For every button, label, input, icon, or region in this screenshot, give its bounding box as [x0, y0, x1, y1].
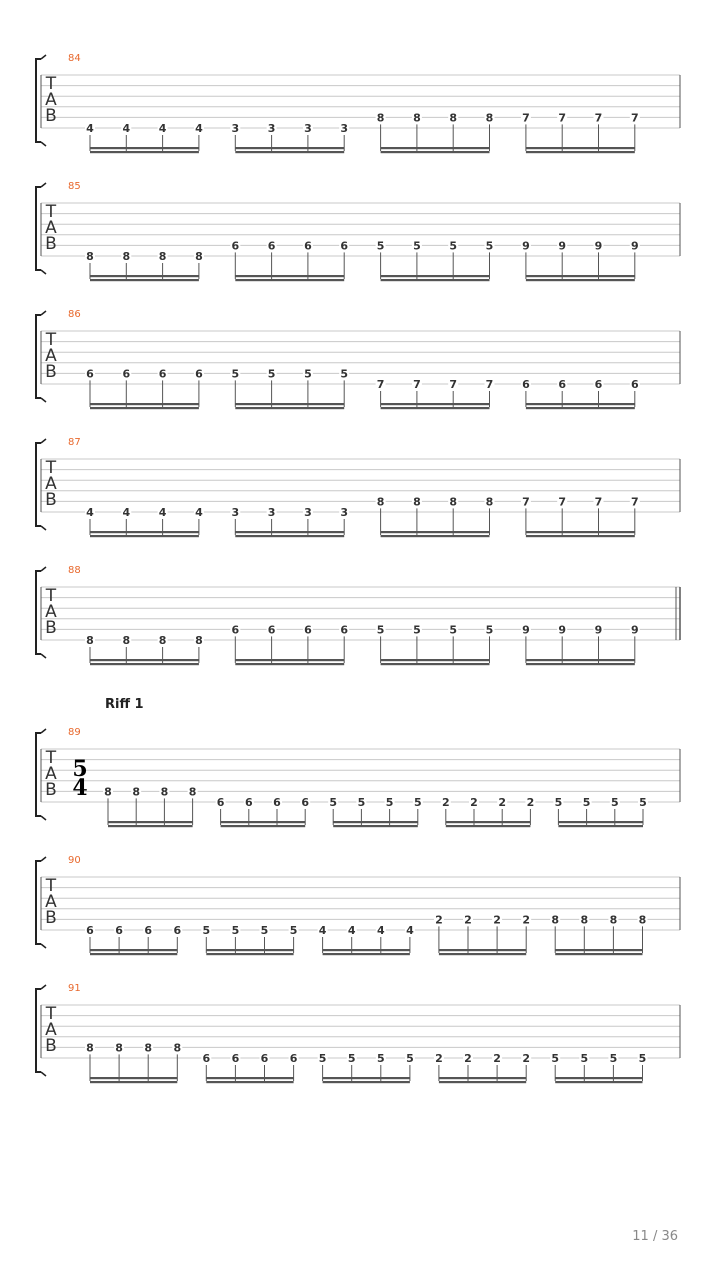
beam [555, 1081, 642, 1083]
beam [381, 531, 490, 533]
fret-number: 8 [485, 111, 494, 125]
fret-number: 7 [558, 495, 567, 509]
fret-number: 5 [231, 924, 240, 937]
beam [558, 825, 643, 827]
fret-number: 6 [594, 378, 603, 391]
fret-number: 6 [304, 623, 312, 637]
beam [90, 1081, 177, 1083]
beam [381, 659, 490, 661]
fret-number: 4 [158, 122, 167, 135]
fret-number: 6 [273, 796, 281, 809]
beam [439, 1077, 526, 1079]
beam [381, 275, 490, 277]
fret-number: 6 [260, 1052, 269, 1065]
fret-number: 9 [594, 623, 603, 637]
beam [446, 825, 531, 827]
bracket-hook [41, 1072, 46, 1076]
fret-number: 8 [449, 111, 458, 125]
fret-number: 5 [385, 796, 394, 809]
system-bracket [36, 733, 41, 816]
fret-number: 5 [413, 239, 421, 253]
fret-number: 2 [493, 1052, 501, 1065]
beam [526, 659, 635, 661]
fret-number: 2 [435, 913, 443, 927]
tab-clef-letter: T [45, 876, 57, 896]
tab-clef-letter: B [45, 362, 57, 382]
system-bracket [36, 861, 41, 944]
measure-number: 89 [68, 727, 81, 738]
fret-number: 9 [522, 239, 530, 253]
beam [90, 403, 199, 405]
fret-number: 2 [522, 1052, 531, 1065]
fret-number: 2 [522, 913, 531, 927]
fret-number: 3 [231, 122, 240, 135]
measure-number: 86 [68, 309, 81, 320]
beam [439, 949, 526, 951]
beam [90, 949, 177, 951]
fret-number: 7 [522, 111, 530, 125]
beam [333, 825, 418, 827]
beam [221, 825, 306, 827]
tab-clef-letter: A [45, 346, 57, 366]
beam [439, 953, 526, 955]
fret-number: 6 [244, 796, 253, 809]
fret-number: 9 [594, 239, 603, 253]
fret-number: 5 [318, 1052, 327, 1065]
fret-number: 5 [554, 796, 563, 809]
beam [235, 275, 344, 277]
fret-number: 5 [376, 239, 385, 253]
tab-clef-letter: A [45, 474, 57, 494]
fret-number: 4 [122, 506, 131, 519]
fret-number: 5 [485, 239, 494, 253]
beam [526, 531, 635, 533]
beam [108, 825, 193, 827]
fret-number: 8 [195, 634, 203, 647]
tab-clef-letter: T [45, 748, 57, 768]
fret-number: 6 [86, 924, 94, 937]
fret-number: 5 [347, 1052, 356, 1065]
beam [333, 821, 418, 823]
fret-number: 5 [582, 796, 591, 809]
measure-number: 84 [68, 53, 81, 64]
fret-number: 9 [522, 623, 530, 637]
fret-number: 5 [376, 623, 385, 637]
beam [108, 821, 193, 823]
tab-clef-letter: B [45, 1036, 57, 1056]
bracket-hook [41, 55, 46, 59]
fret-number: 6 [630, 378, 639, 391]
tab-clef-letter: T [45, 74, 57, 94]
bracket-hook [41, 567, 46, 571]
beam [235, 279, 344, 281]
fret-number: 2 [470, 796, 478, 809]
beam [381, 147, 490, 149]
riff-label: Riff 1 [105, 697, 144, 712]
fret-number: 6 [158, 367, 167, 381]
beam [90, 151, 199, 153]
fret-number: 4 [86, 122, 94, 135]
fret-number: 2 [498, 796, 507, 809]
fret-number: 4 [318, 924, 327, 937]
beam [90, 659, 199, 661]
beam [235, 531, 344, 533]
beam [206, 1077, 293, 1079]
bracket-hook [41, 729, 46, 733]
beam [446, 821, 531, 823]
beam [323, 1077, 410, 1079]
fret-number: 8 [551, 913, 560, 927]
beam [235, 535, 344, 537]
fret-number: 7 [594, 111, 603, 125]
fret-number: 2 [526, 796, 535, 809]
fret-number: 3 [304, 506, 312, 519]
bracket-hook [41, 398, 46, 402]
fret-number: 3 [304, 122, 312, 135]
system-bracket [36, 187, 41, 270]
measure-number: 85 [68, 181, 81, 192]
fret-number: 8 [104, 785, 112, 799]
beam [381, 407, 490, 409]
beam [235, 147, 344, 149]
fret-number: 8 [485, 495, 494, 509]
beam [206, 953, 293, 955]
fret-number: 6 [558, 378, 567, 391]
beam [526, 151, 635, 153]
fret-number: 4 [122, 122, 131, 135]
fret-number: 4 [86, 506, 94, 519]
fret-number: 7 [558, 111, 567, 125]
time-signature-top: 5 [72, 756, 88, 782]
fret-number: 8 [609, 913, 618, 927]
fret-number: 6 [304, 239, 312, 253]
beam [90, 535, 199, 537]
fret-number: 6 [173, 924, 182, 937]
beam [555, 953, 642, 955]
fret-number: 6 [267, 623, 276, 637]
beam [90, 531, 199, 533]
fret-number: 6 [115, 924, 123, 937]
fret-number: 9 [558, 239, 567, 253]
page-number: 11 / 36 [632, 1229, 678, 1244]
fret-number: 7 [485, 378, 494, 391]
fret-number: 6 [144, 924, 153, 937]
measure-number: 90 [68, 855, 81, 866]
fret-number: 8 [86, 1041, 94, 1055]
fret-number: 5 [413, 796, 422, 809]
beam [235, 403, 344, 405]
fret-number: 7 [413, 378, 421, 391]
tab-clef-letter: B [45, 234, 57, 254]
tab-clef-letter: A [45, 892, 57, 912]
tab-clef-letter: B [45, 490, 57, 510]
tab-clef-letter: A [45, 764, 57, 784]
fret-number: 5 [267, 367, 276, 381]
beam [90, 279, 199, 281]
fret-number: 4 [376, 924, 385, 937]
fret-number: 8 [115, 1041, 123, 1055]
fret-number: 5 [340, 367, 349, 381]
fret-number: 8 [195, 250, 203, 263]
fret-number: 8 [86, 634, 94, 647]
fret-number: 6 [202, 1052, 211, 1065]
measure-number: 91 [68, 983, 81, 994]
beam [90, 407, 199, 409]
beam [323, 1081, 410, 1083]
beam [526, 279, 635, 281]
fret-number: 5 [231, 367, 240, 381]
fret-number: 8 [158, 250, 167, 263]
beam [381, 403, 490, 405]
fret-number: 5 [357, 796, 366, 809]
measure-number: 88 [68, 565, 81, 576]
beam [90, 147, 199, 149]
tab-clef-letter: T [45, 202, 57, 222]
fret-number: 6 [231, 239, 240, 253]
bracket-hook [41, 985, 46, 989]
fret-number: 5 [639, 796, 647, 809]
fret-number: 9 [558, 623, 567, 637]
beam [206, 1081, 293, 1083]
bracket-hook [41, 526, 46, 530]
bracket-hook [41, 142, 46, 146]
beam [526, 407, 635, 409]
fret-number: 6 [231, 1052, 240, 1065]
beam [90, 1077, 177, 1079]
beam [526, 275, 635, 277]
fret-number: 2 [493, 913, 501, 927]
fret-number: 4 [195, 506, 203, 519]
bracket-hook [41, 270, 46, 274]
fret-number: 2 [441, 796, 450, 809]
fret-number: 5 [202, 924, 211, 937]
bracket-hook [41, 857, 46, 861]
tab-clef-letter: B [45, 618, 57, 638]
fret-number: 4 [158, 506, 167, 519]
fret-number: 5 [551, 1052, 560, 1065]
bracket-hook [41, 183, 46, 187]
fret-number: 5 [638, 1052, 647, 1065]
fret-number: 3 [267, 506, 276, 519]
fret-number: 6 [289, 1052, 298, 1065]
fret-number: 7 [594, 495, 603, 509]
fret-number: 2 [435, 1052, 443, 1065]
fret-number: 2 [464, 1052, 472, 1065]
system-bracket [36, 443, 41, 526]
fret-number: 3 [231, 506, 240, 519]
fret-number: 6 [86, 367, 94, 381]
tab-clef-letter: T [45, 1004, 57, 1024]
fret-number: 5 [406, 1052, 414, 1065]
fret-number: 8 [122, 634, 131, 647]
fret-number: 4 [195, 122, 203, 135]
measure-number: 87 [68, 437, 81, 448]
beam [90, 275, 199, 277]
fret-number: 7 [376, 378, 385, 391]
system-bracket [36, 571, 41, 654]
fret-number: 5 [260, 924, 269, 937]
tab-clef-letter: A [45, 218, 57, 238]
beam [206, 949, 293, 951]
fret-number: 9 [630, 623, 639, 637]
fret-number: 5 [304, 367, 312, 381]
beam [381, 535, 490, 537]
beam [381, 279, 490, 281]
fret-number: 6 [216, 796, 225, 809]
fret-number: 7 [630, 495, 639, 509]
fret-number: 8 [160, 785, 169, 799]
tab-clef-letter: A [45, 1020, 57, 1040]
fret-number: 4 [406, 924, 414, 937]
beam [558, 821, 643, 823]
beam [526, 403, 635, 405]
tab-clef-letter: B [45, 780, 57, 800]
fret-number: 6 [340, 623, 349, 637]
tab-clef-letter: T [45, 458, 57, 478]
fret-number: 5 [485, 623, 494, 637]
tab-clef-letter: B [45, 106, 57, 126]
fret-number: 4 [347, 924, 356, 937]
beam [381, 151, 490, 153]
fret-number: 5 [449, 239, 458, 253]
bracket-hook [41, 439, 46, 443]
fret-number: 3 [340, 506, 349, 519]
fret-number: 5 [376, 1052, 385, 1065]
tab-clef-letter: T [45, 586, 57, 606]
bracket-hook [41, 654, 46, 658]
fret-number: 7 [449, 378, 458, 391]
fret-number: 6 [195, 367, 203, 381]
fret-number: 8 [449, 495, 458, 509]
fret-number: 8 [158, 634, 167, 647]
fret-number: 5 [329, 796, 338, 809]
fret-number: 8 [413, 495, 421, 509]
beam [323, 949, 410, 951]
beam [323, 953, 410, 955]
fret-number: 6 [231, 623, 240, 637]
beam [526, 535, 635, 537]
beam [90, 663, 199, 665]
fret-number: 8 [132, 785, 141, 799]
beam [555, 949, 642, 951]
fret-number: 8 [376, 111, 385, 125]
fret-number: 6 [122, 367, 131, 381]
beam [381, 663, 490, 665]
fret-number: 8 [376, 495, 385, 509]
fret-number: 9 [630, 239, 639, 253]
beam [221, 821, 306, 823]
system-bracket [36, 989, 41, 1072]
fret-number: 6 [340, 239, 349, 253]
beam [526, 147, 635, 149]
fret-number: 2 [464, 913, 472, 927]
fret-number: 8 [173, 1041, 182, 1055]
fret-number: 8 [188, 785, 197, 799]
fret-number: 8 [86, 250, 94, 263]
fret-number: 6 [522, 378, 530, 391]
tab-clef-letter: A [45, 602, 57, 622]
fret-number: 5 [580, 1052, 589, 1065]
time-signature-bottom: 4 [72, 775, 88, 801]
fret-number: 5 [413, 623, 421, 637]
fret-number: 7 [522, 495, 530, 509]
system-bracket [36, 59, 41, 142]
beam [235, 151, 344, 153]
beam [235, 659, 344, 661]
beam [90, 953, 177, 955]
fret-number: 8 [413, 111, 421, 125]
tab-clef-letter: A [45, 90, 57, 110]
fret-number: 6 [267, 239, 276, 253]
bracket-hook [41, 944, 46, 948]
fret-number: 8 [580, 913, 589, 927]
tab-clef-letter: B [45, 908, 57, 928]
tab-clef-letter: T [45, 330, 57, 350]
fret-number: 5 [289, 924, 298, 937]
bracket-hook [41, 311, 46, 315]
fret-number: 5 [610, 796, 619, 809]
beam [526, 663, 635, 665]
system-bracket [36, 315, 41, 398]
bracket-hook [41, 816, 46, 820]
fret-number: 5 [609, 1052, 618, 1065]
fret-number: 8 [638, 913, 647, 927]
beam [235, 663, 344, 665]
fret-number: 6 [301, 796, 310, 809]
beam [555, 1077, 642, 1079]
fret-number: 3 [267, 122, 276, 135]
fret-number: 7 [630, 111, 639, 125]
fret-number: 8 [122, 250, 131, 263]
fret-number: 3 [340, 122, 349, 135]
fret-number: 5 [449, 623, 458, 637]
beam [235, 407, 344, 409]
beam [439, 1081, 526, 1083]
fret-number: 8 [144, 1041, 153, 1055]
